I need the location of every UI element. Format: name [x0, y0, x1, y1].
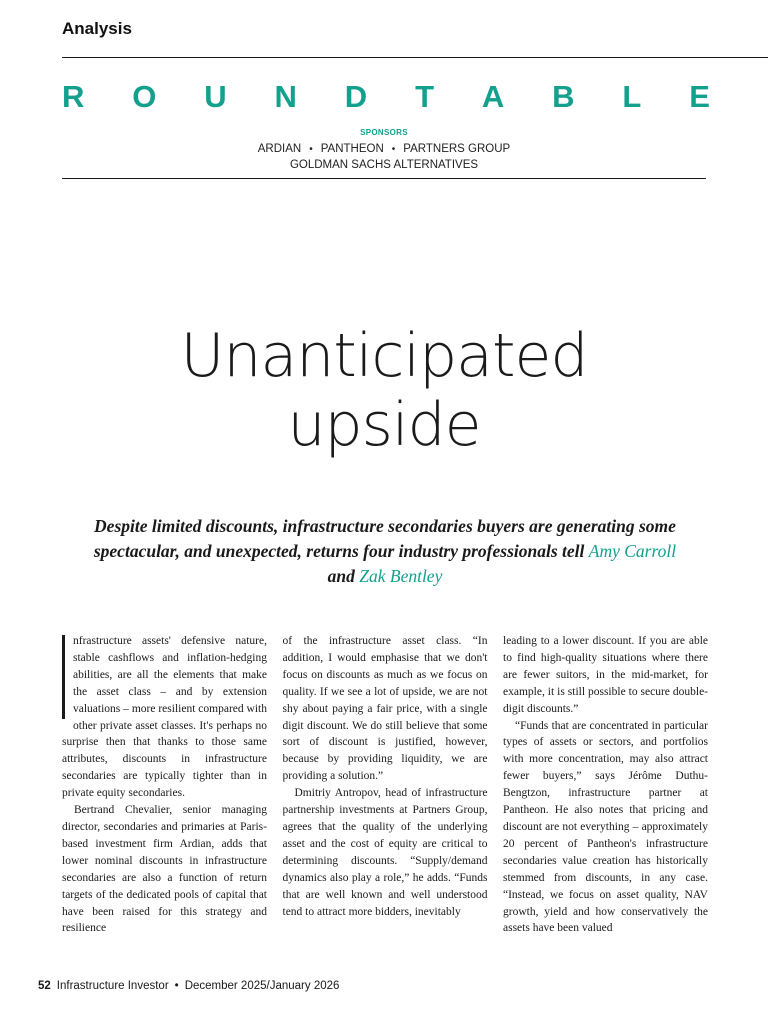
page-number: 52	[38, 980, 51, 992]
issue-date: December 2025/January 2026	[184, 980, 340, 992]
section-label: Analysis	[62, 19, 132, 38]
banner-letter: A	[481, 79, 505, 114]
body-paragraph: Dmitriy Antropov, head of infrastructure partnership investments at Partners Group, agrees that the quality of the underlying asset and the cost of equity are critical to determining discounts. “Supply/demand dynamics also play a role,” he adds. “Funds that are well known and well understood tend to attract more bidders, inevitably	[282, 787, 488, 918]
publication-name: Infrastructure Investor	[56, 980, 169, 992]
banner-letter: N	[274, 79, 297, 114]
sponsor-name: PARTNERS GROUP	[403, 143, 511, 155]
sponsor-name: ARDIAN	[257, 143, 302, 155]
article-title	[0, 322, 768, 460]
roundtable-banner	[62, 80, 710, 114]
separator-dot: •	[391, 144, 396, 155]
separator-dot: •	[309, 144, 313, 155]
author-name: Amy Carroll	[588, 541, 677, 561]
drop-cap	[62, 635, 65, 719]
body-paragraph: leading to a lower discount. If you are able to find high-quality situations where there are fewer suitors, in the mid-market, for example, it is still possible to secure double-digit discounts.”	[503, 635, 708, 715]
title-line: upside	[287, 390, 481, 460]
banner-letter: L	[622, 79, 642, 114]
banner-letter: O	[132, 79, 157, 114]
article-body	[62, 633, 708, 948]
body-column-3	[503, 633, 708, 948]
separator-dot: •	[174, 980, 179, 992]
title-line: Unanticipated	[180, 321, 588, 391]
body-column-2	[283, 633, 488, 948]
banner-letter: E	[689, 79, 710, 114]
standfirst	[90, 514, 680, 589]
banner-letter: D	[344, 79, 368, 114]
author-name: Zak Bentley	[359, 566, 443, 586]
body-column-1	[62, 633, 267, 948]
sponsor-name: PANTHEON	[320, 143, 384, 155]
page-footer	[38, 980, 339, 992]
banner-letter: R	[62, 79, 85, 114]
sponsors-line-1	[0, 143, 768, 155]
body-paragraph: nfrastructure assets' defensive nature, stable cashflows and inflation-hedging abilities, are all the elements that make the asset class – and by extension valuations – more resilient compared with other private asset classes. It's perhaps no surprise then that thanks to those same attributes, discounts in infrastructure secondaries are typically tighter than in private equity secondaries.	[62, 635, 267, 800]
banner-letter: B	[552, 79, 575, 114]
body-paragraph: Bertrand Chevalier, senior managing director, secondaries and primaries at Paris-based investment firm Ardian, adds that lower nominal discounts in infrastructure secondaries are also a function of return targets of the dedicated pools of capital that have been raised for this strategy and resilience	[62, 804, 267, 935]
sponsors-label: SPONSORS	[360, 128, 408, 137]
sponsors-line-2: GOLDMAN SACHS ALTERNATIVES	[289, 159, 479, 171]
banner-letter: U	[204, 79, 227, 114]
top-divider	[62, 57, 768, 58]
body-paragraph: of the infrastructure asset class. “In addition, I would emphasise that we don't focus on discounts as much as we focus on quality. If we see a lot of upside, we are not shy about paying a fair price, with a single digit discount. We do still believe that some sort of discount is justified, however, because by providing liquidity, we are providing a solution.”	[282, 635, 488, 783]
standfirst-text: Despite limited discounts, infrastructure secondaries buyers are generating some spectacular, and unexpected, returns four industry professionals tell	[93, 516, 676, 561]
sponsors-divider	[62, 178, 706, 179]
standfirst-and: and	[327, 566, 355, 586]
body-paragraph: “Funds that are concentrated in particular types of assets or sectors, and portfolios with more concentration, may also attract fewer buyers,” says Jérôme Duthu-Bengtzon, infrastructure partner at Pantheon. He also notes that pricing and discount are not everything – approximately 20 percent of Pantheon's infrastructure secondaries value creation has historically stemmed from discounts, in any case. “Instead, we focus on asset quality, NAV growth, yield and how conservatively the assets have been valued	[503, 719, 708, 935]
banner-letter: T	[415, 79, 434, 114]
